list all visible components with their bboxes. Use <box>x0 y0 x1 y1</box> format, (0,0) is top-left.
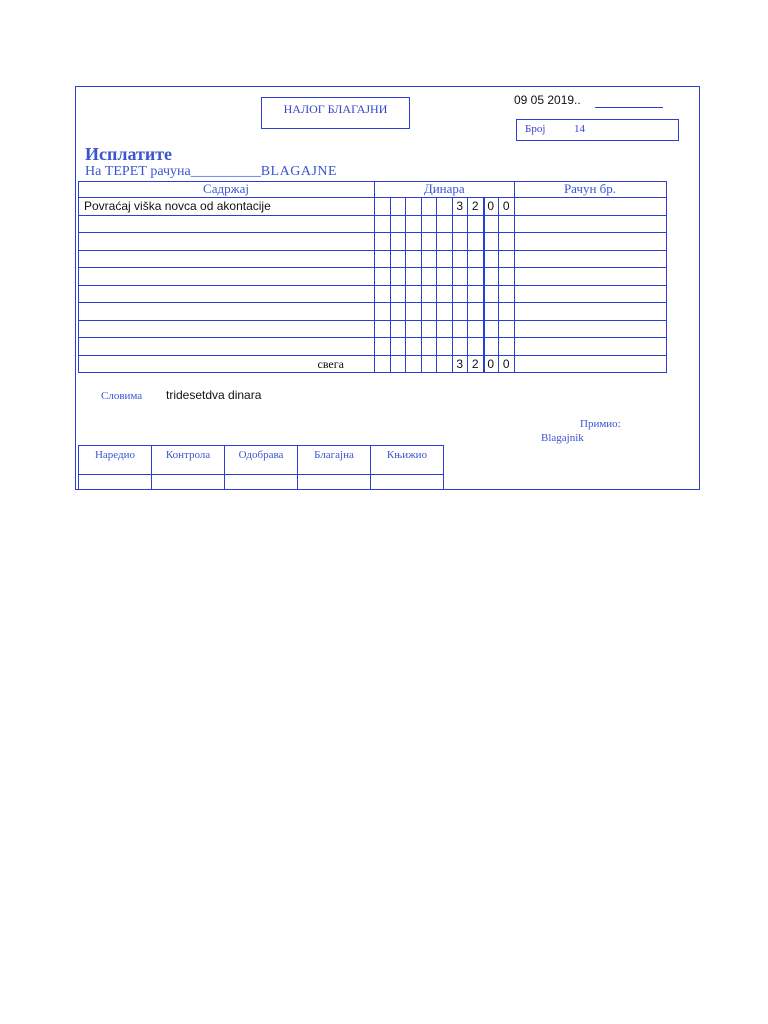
row-account <box>515 251 667 269</box>
digit-cell <box>468 303 484 321</box>
digit-cell <box>468 286 484 304</box>
digit-cell: 3 <box>453 356 469 374</box>
digit-cell <box>499 268 515 286</box>
digit-cell <box>484 286 500 304</box>
header-dinara: Динара <box>375 181 515 198</box>
digit-cell <box>375 286 391 304</box>
row-content: Povraćaj viška novca od akontacije <box>78 198 375 216</box>
digit-cell: 2 <box>468 356 484 374</box>
digit-cell <box>375 198 391 216</box>
form-date: 09 05 2019.. <box>514 93 581 107</box>
cash-order-form <box>75 86 700 490</box>
digit-cell <box>391 303 407 321</box>
digit-cell <box>422 321 438 339</box>
digit-cell <box>375 233 391 251</box>
digit-cell <box>406 251 422 269</box>
row-content <box>78 286 375 304</box>
digit-cell <box>468 251 484 269</box>
signature-field[interactable] <box>297 474 371 490</box>
row-account <box>515 286 667 304</box>
digit-cell <box>406 286 422 304</box>
digit-cell <box>391 338 407 356</box>
digit-cell <box>468 216 484 234</box>
digit-cell <box>468 268 484 286</box>
decimal-separator-line <box>483 198 485 373</box>
digit-cell <box>391 321 407 339</box>
digit-cell <box>406 356 422 374</box>
digit-cell <box>484 321 500 339</box>
teret-blank: __________ <box>190 164 261 179</box>
row-account <box>515 338 667 356</box>
heading-isplatite: Исплатите <box>85 144 173 164</box>
digit-cell <box>422 216 438 234</box>
digit-cell <box>484 338 500 356</box>
digit-cell <box>375 251 391 269</box>
row-content <box>78 338 375 356</box>
signature-header: Одобрава <box>224 445 298 475</box>
digit-cell <box>437 303 453 321</box>
broj-label: Број <box>525 123 546 135</box>
row-account <box>515 268 667 286</box>
digit-cell <box>468 321 484 339</box>
digit-cell <box>484 268 500 286</box>
digit-cell <box>422 338 438 356</box>
signature-header: Наредио <box>78 445 152 475</box>
digit-cell <box>391 251 407 269</box>
digit-cell <box>391 356 407 374</box>
row-account <box>515 303 667 321</box>
digit-cell <box>468 338 484 356</box>
header-content: Садржај <box>78 181 375 198</box>
digit-cell <box>468 233 484 251</box>
digit-cell <box>499 233 515 251</box>
digit-cell <box>391 268 407 286</box>
row-content <box>78 268 375 286</box>
digit-cell <box>437 268 453 286</box>
digit-cell <box>453 286 469 304</box>
digit-cell <box>453 321 469 339</box>
digit-cell <box>422 286 438 304</box>
signature-header: Књижио <box>370 445 444 475</box>
digit-cell: 0 <box>484 356 500 374</box>
receiver-name: Blagajnik <box>541 432 584 444</box>
row-account <box>515 356 667 374</box>
header-account: Рачун бр. <box>515 181 667 198</box>
words-value: tridesetdva dinara <box>166 388 262 402</box>
digit-cell <box>499 216 515 234</box>
digit-cell: 0 <box>499 356 515 374</box>
broj-box <box>516 119 679 141</box>
digit-cell: 0 <box>499 198 515 216</box>
signature-field[interactable] <box>370 474 444 490</box>
signature-field[interactable] <box>224 474 298 490</box>
digit-cell <box>437 321 453 339</box>
digit-cell <box>406 321 422 339</box>
digit-cell <box>375 321 391 339</box>
row-content <box>78 216 375 234</box>
digit-cell <box>422 268 438 286</box>
digit-cell <box>406 338 422 356</box>
digit-cell <box>406 233 422 251</box>
digit-cell <box>375 338 391 356</box>
row-account <box>515 321 667 339</box>
digit-cell: 0 <box>484 198 500 216</box>
signature-field[interactable] <box>78 474 152 490</box>
teret-label: На ТЕРЕТ рачуна <box>85 164 191 179</box>
digit-cell <box>406 198 422 216</box>
digit-cell <box>391 233 407 251</box>
digit-cell <box>453 268 469 286</box>
digit-cell <box>437 356 453 374</box>
digit-cell <box>499 303 515 321</box>
teret-account: BLAGAJNE <box>260 164 338 179</box>
digit-cell <box>391 216 407 234</box>
row-content <box>78 321 375 339</box>
digit-cell <box>499 286 515 304</box>
digit-cell <box>499 338 515 356</box>
row-account <box>515 198 667 216</box>
total-label: свега <box>78 356 375 374</box>
digit-cell <box>422 356 438 374</box>
digit-cell <box>422 251 438 269</box>
digit-cell <box>437 233 453 251</box>
digit-cell <box>453 251 469 269</box>
digit-cell <box>484 233 500 251</box>
digit-cell <box>437 338 453 356</box>
broj-value: 14 <box>574 123 585 135</box>
digit-cell <box>437 216 453 234</box>
row-content <box>78 251 375 269</box>
digit-cell <box>375 268 391 286</box>
digit-cell <box>422 198 438 216</box>
signature-field[interactable] <box>151 474 225 490</box>
digit-cell <box>484 216 500 234</box>
words-label: Словима <box>101 390 143 402</box>
digit-cell <box>422 233 438 251</box>
digit-cell <box>437 198 453 216</box>
digit-cell <box>406 268 422 286</box>
row-account <box>515 216 667 234</box>
digit-cell <box>453 216 469 234</box>
digit-cell <box>375 303 391 321</box>
digit-cell <box>406 303 422 321</box>
digit-cell <box>484 251 500 269</box>
digit-cell <box>422 303 438 321</box>
digit-cell <box>437 251 453 269</box>
digit-cell <box>484 303 500 321</box>
row-content <box>78 233 375 251</box>
digit-cell <box>499 251 515 269</box>
digit-cell <box>437 286 453 304</box>
digit-cell <box>453 233 469 251</box>
digit-cell <box>375 356 391 374</box>
teret-line <box>85 164 337 180</box>
digit-cell: 2 <box>468 198 484 216</box>
digit-cell <box>406 216 422 234</box>
digit-cell <box>453 303 469 321</box>
digit-cell <box>499 321 515 339</box>
digit-cell <box>391 198 407 216</box>
row-content <box>78 303 375 321</box>
digit-cell <box>453 338 469 356</box>
signature-header: Контрола <box>151 445 225 475</box>
receiver-label: Примио: <box>580 418 621 430</box>
digit-cell <box>391 286 407 304</box>
digit-cell <box>375 216 391 234</box>
row-account <box>515 233 667 251</box>
form-title: НАЛОГ БЛАГАЈНИ <box>261 97 410 129</box>
date-underline <box>595 107 663 108</box>
digit-cell: 3 <box>453 198 469 216</box>
signature-header: Благајна <box>297 445 371 475</box>
